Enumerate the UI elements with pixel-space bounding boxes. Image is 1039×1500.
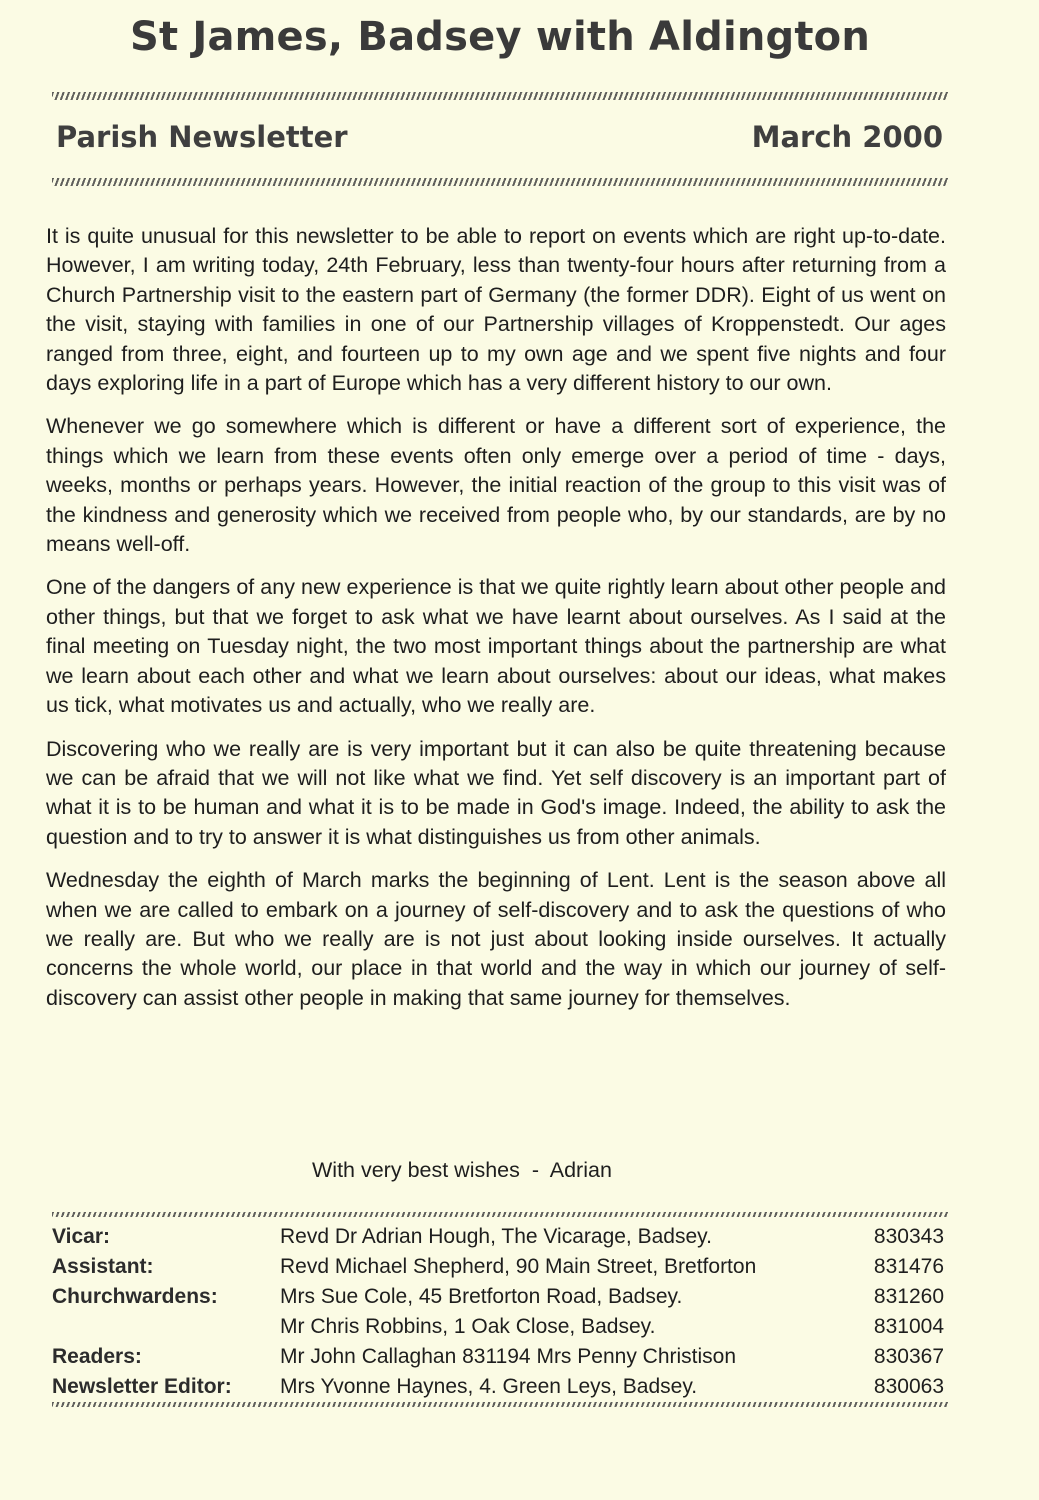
- contact-row: [52, 1342, 944, 1372]
- contact-role: Churchwardens:: [52, 1285, 218, 1308]
- contact-row: [52, 1312, 944, 1342]
- contact-row: [52, 1372, 944, 1402]
- letter-paragraph: Wednesday the eighth of March marks the beginning of Lent. Lent is the season above all when we are called to embark on a journey of self-discovery and to ask the questions of who we really are. But who we really are is not just about looking inside ourselves. It actually concerns the whole world, our place in that world and the way in which our journey of self-discovery can assist other people in making that same journey for themselves.: [46, 868, 946, 1010]
- contact-role: Readers:: [52, 1345, 142, 1368]
- signoff: With very best wishes - Adrian: [312, 1158, 612, 1182]
- decorative-rule-middle: [52, 178, 948, 186]
- contact-name: Mr John Callaghan 831194 Mrs Penny Christison: [280, 1345, 737, 1368]
- letter-body: [46, 222, 946, 1027]
- contact-phone: 830367: [873, 1345, 944, 1368]
- decorative-rule-contacts-top: [52, 1212, 948, 1217]
- decorative-rule-top: [52, 92, 948, 100]
- contacts-table: [52, 1222, 944, 1402]
- contact-role: Newsletter Editor:: [52, 1375, 232, 1398]
- letter-paragraph: Discovering who we really are is very important but it can also be quite threatening because we can be afraid that we will not like what we find. Yet self discovery is an important part of what it is to be human and what it is to be made in God's image. Indeed, the ability to ask the question and to try to answer it is what distinguishes us from other animals.: [46, 736, 946, 849]
- newsletter-label: Parish Newsletter: [56, 120, 348, 154]
- contact-name: Mr Chris Robbins, 1 Oak Close, Badsey.: [280, 1315, 656, 1338]
- letter-paragraph: It is quite unusual for this newsletter to be able to report on events which are right up-to-date. However, I am writing today, 24th February, less than twenty-four hours after returning from a Church Partnership visit to the eastern part of Germany (the former DDR). Eight of us went on the visit, staying with families in one of our Partnership villages of Kroppenstedt. Our ages ranged from three, eight, and fourteen up to my own age and we spent five nights and four days exploring life in a part of Europe which has a very different history to our own.: [46, 224, 946, 396]
- contact-role: Vicar:: [52, 1225, 110, 1248]
- contact-row: [52, 1282, 944, 1312]
- page-title: St James, Badsey with Aldington: [129, 14, 871, 60]
- contact-phone: 830063: [873, 1375, 944, 1398]
- contact-name: Revd Michael Shepherd, 90 Main Street, Bretforton: [280, 1255, 757, 1278]
- decorative-rule-bottom: [52, 1402, 948, 1407]
- contact-phone: 830343: [873, 1225, 944, 1248]
- letter-paragraph: Whenever we go somewhere which is different or have a different sort of experience, the things which we learn from these events often only emerge over a period of time - days, weeks, months or perhaps years. However, the initial reaction of the group to this visit was of the kindness and generosity which we received from people who, by our standards, are by no means well-off.: [46, 414, 946, 557]
- contact-role: Assistant:: [52, 1255, 154, 1278]
- contact-name: Revd Dr Adrian Hough, The Vicarage, Badsey.: [280, 1225, 712, 1248]
- contact-phone: 831004: [873, 1315, 944, 1338]
- letter-paragraph: One of the dangers of any new experience is that we quite rightly learn about other people and other things, but that we forget to ask what we have learnt about ourselves. As I said at the final meeting on Tuesday night, the two most important things about the partnership are what we learn about each other and what we learn about ourselves: about our ideas, what makes us tick, what motivates us and actually, who we really are.: [46, 575, 946, 718]
- issue-date: March 2000: [751, 120, 943, 154]
- contact-row: [52, 1222, 944, 1252]
- contact-row: [52, 1252, 944, 1282]
- contact-phone: 831476: [873, 1255, 944, 1278]
- contact-phone: 831260: [873, 1285, 944, 1308]
- contact-name: Mrs Sue Cole, 45 Bretforton Road, Badsey.: [280, 1285, 683, 1308]
- contact-role: [52, 1312, 280, 1342]
- contact-name: Mrs Yvonne Haynes, 4. Green Leys, Badsey.: [280, 1375, 698, 1398]
